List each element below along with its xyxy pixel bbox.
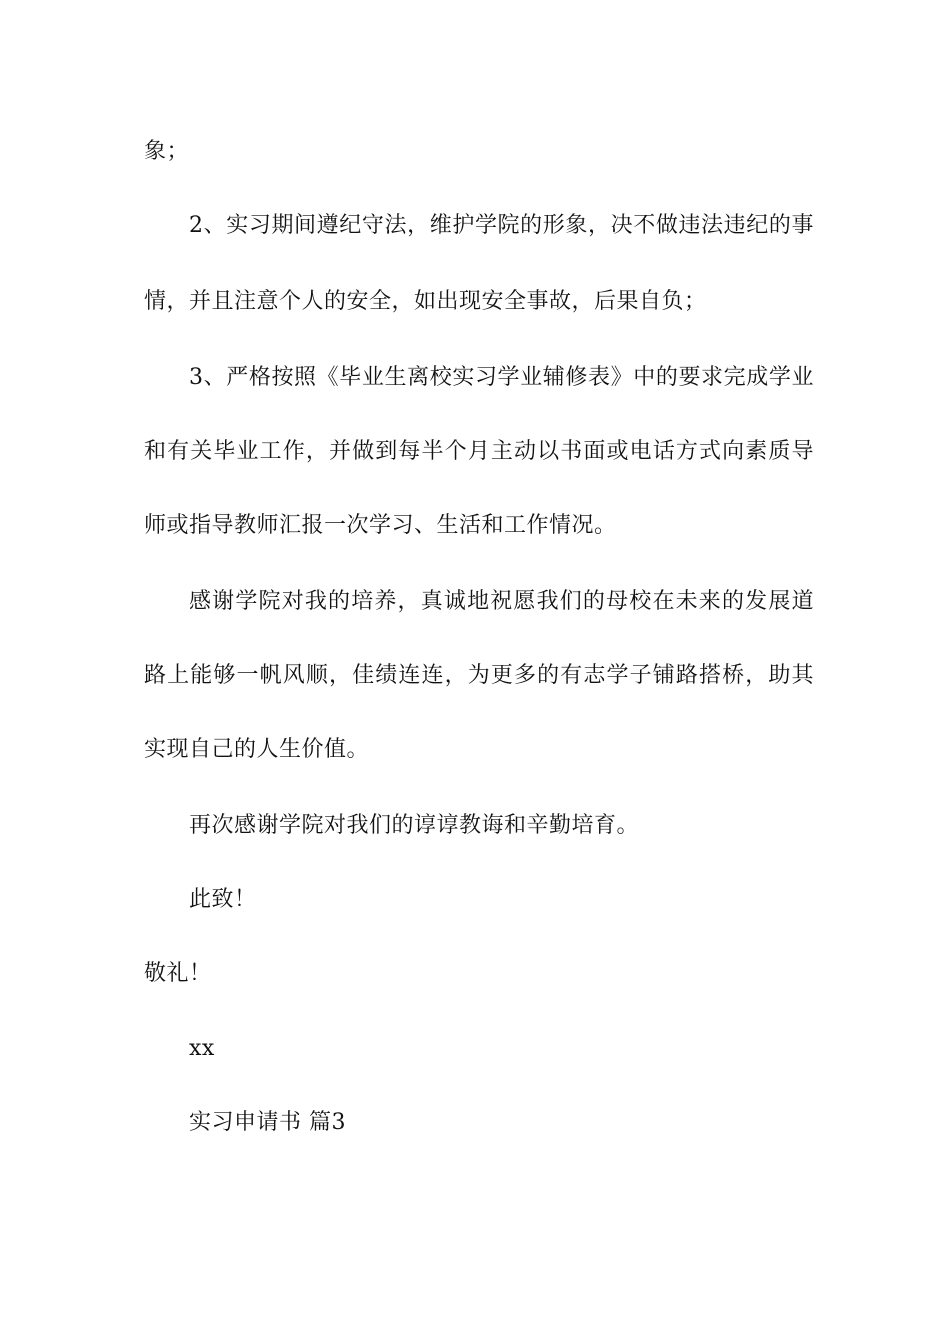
text-line-item-2-start: 2、实习期间遵纪守法，维护学院的形象，决不做违法违纪的事 <box>189 213 814 238</box>
text-line-thanks-again: 再次感谢学院对我们的谆谆教诲和辛勤培育。 <box>189 813 640 838</box>
text-line-thanks-start: 感谢学院对我的培养，真诚地祝愿我们的母校在未来的发展道 <box>189 589 814 614</box>
closing-respect: 敬礼！ <box>144 961 212 986</box>
text-line-item-3-middle: 和有关毕业工作，并做到每半个月主动以书面或电话方式向素质导 <box>144 439 814 464</box>
text-line-thanks-middle: 路上能够一帆风顺，佳绩连连，为更多的有志学子铺路搭桥，助其 <box>144 663 814 688</box>
text-line-item-3-start: 3、严格按照《毕业生离校实习学业辅修表》中的要求完成学业 <box>189 365 814 390</box>
text-line-item-3-end: 师或指导教师汇报一次学习、生活和工作情况。 <box>144 513 617 538</box>
text-line-thanks-end: 实现自己的人生价值。 <box>144 737 370 762</box>
section-heading: 实习申请书 篇3 <box>189 1110 346 1135</box>
text-line-item-2-end: 情，并且注意个人的安全，如出现安全事故，后果自负； <box>144 289 707 314</box>
signature-name: xx <box>189 1036 215 1061</box>
text-line-continuation: 象； <box>144 139 190 164</box>
closing-salutation: 此致！ <box>189 887 257 912</box>
